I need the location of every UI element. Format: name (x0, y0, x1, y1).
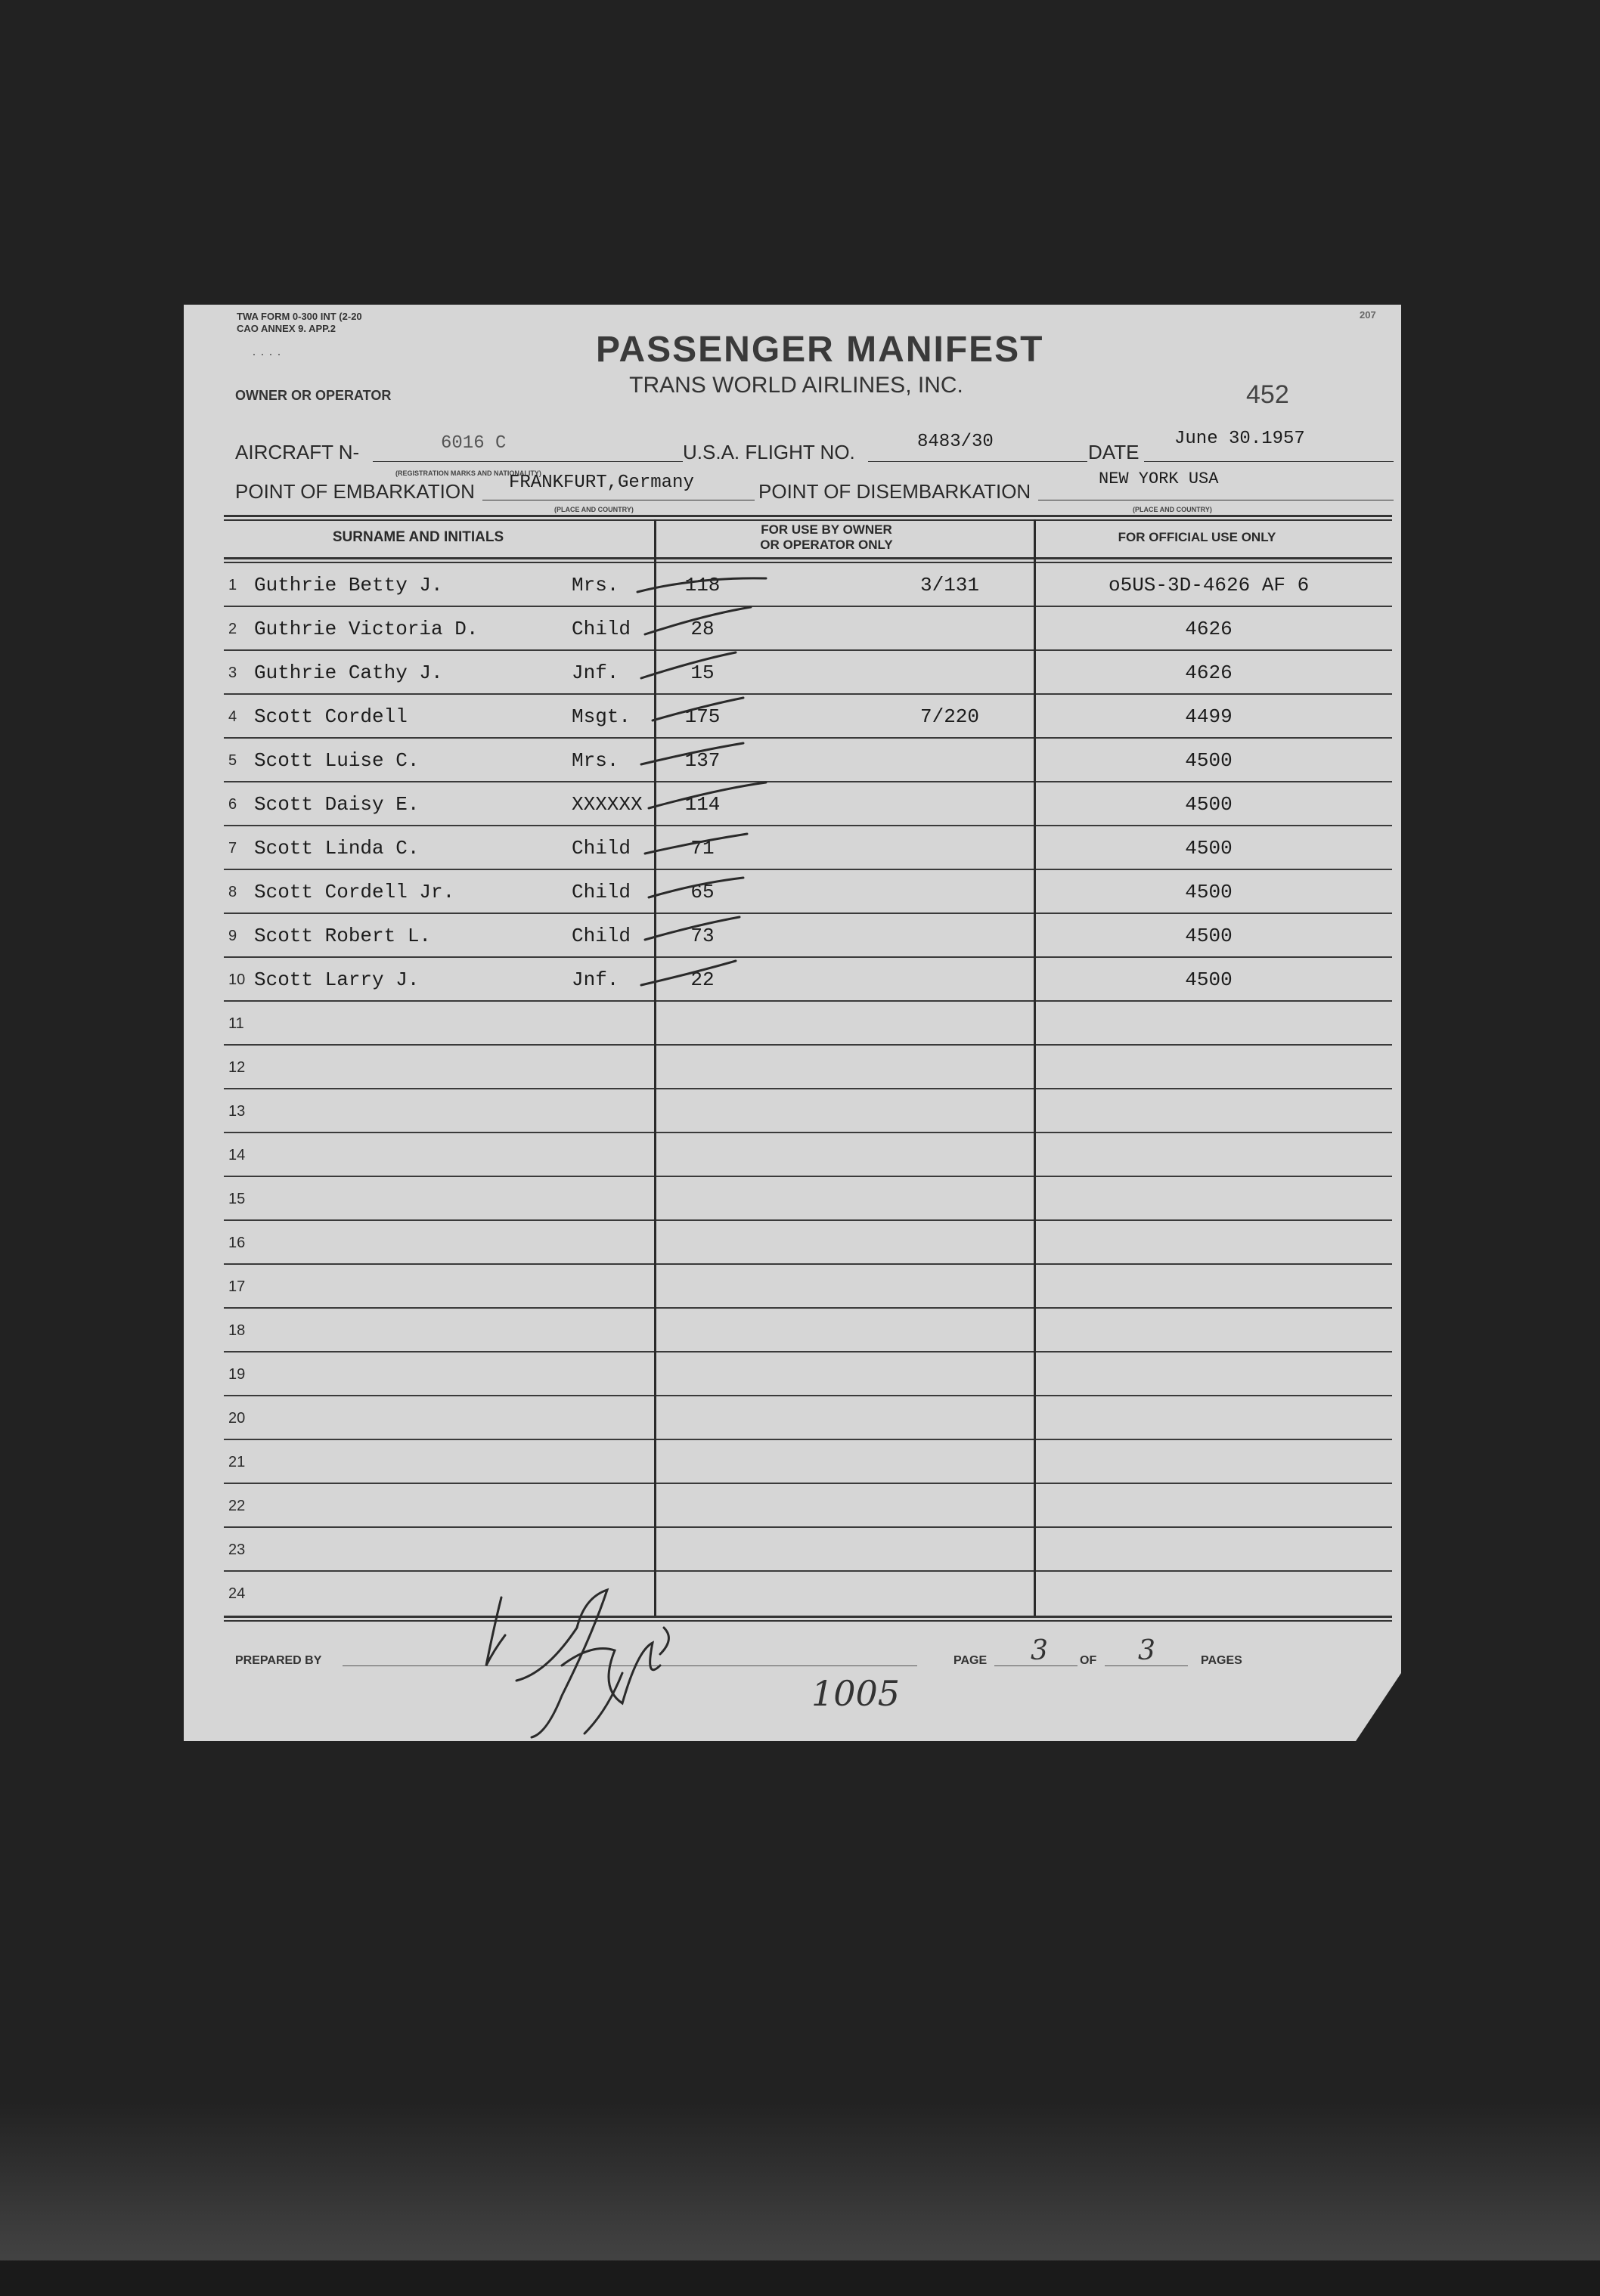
official-value: 4500 (1185, 968, 1233, 991)
manifest-sheet (184, 305, 1401, 1741)
table-row (224, 1177, 1392, 1221)
passenger-name: Scott Linda C. (254, 837, 420, 860)
row-number: 22 (228, 1498, 246, 1514)
passenger-title: Child (572, 618, 631, 640)
aircraft-label: AIRCRAFT N- (235, 441, 360, 463)
row-number: 24 (228, 1585, 246, 1602)
table-row (224, 1089, 1392, 1133)
sheet-number: 207 (1360, 309, 1376, 321)
passenger-title: Child (572, 881, 631, 903)
passenger-title: Msgt. (572, 705, 631, 728)
col-header-owner-line2: OR OPERATOR ONLY (760, 538, 893, 552)
row-number: 6 (228, 796, 237, 813)
airline-name: TRANS WORLD AIRLINES, INC. (629, 373, 963, 398)
table-row (224, 1046, 1392, 1089)
torn-corner (1356, 1673, 1401, 1741)
row-number: 12 (228, 1059, 246, 1076)
row-number: 13 (228, 1103, 246, 1120)
date-label: DATE (1088, 441, 1140, 463)
passenger-weight: 175 (684, 705, 721, 728)
disembarkation-caption: (PLACE AND COUNTRY) (1133, 506, 1212, 513)
row-number: 4 (228, 708, 237, 725)
table-row (224, 1484, 1392, 1528)
pages-label: PAGES (1201, 1654, 1242, 1667)
passenger-title: Jnf. (572, 968, 619, 991)
row-number: 18 (228, 1322, 246, 1339)
passenger-weight: 15 (690, 662, 715, 684)
manifest-number: 452 (1246, 380, 1289, 409)
col-header-surname: SURNAME AND INITIALS (332, 529, 504, 545)
passenger-name: Scott Larry J. (254, 968, 420, 991)
passenger-name: Scott Luise C. (254, 749, 420, 772)
form-number: TWA FORM 0-300 INT (2-20 (237, 311, 362, 322)
official-value: 4626 (1185, 662, 1233, 684)
flight-label: U.S.A. FLIGHT NO. (683, 441, 855, 463)
passenger-weight: 118 (684, 574, 721, 596)
official-value: 4500 (1185, 793, 1233, 816)
baggage-value: 3/131 (919, 574, 979, 596)
passenger-name: Guthrie Cathy J. (254, 662, 443, 684)
row-number: 3 (228, 665, 237, 681)
of-label: OF (1080, 1654, 1097, 1667)
owner-mark: · · · · (252, 346, 281, 361)
passenger-name: Guthrie Betty J. (254, 574, 443, 596)
row-number: 14 (228, 1147, 246, 1163)
row-number: 15 (228, 1191, 246, 1207)
table-row (224, 1221, 1392, 1265)
owner-operator-label: OWNER OR OPERATOR (235, 388, 392, 403)
of-value: 3 (1138, 1635, 1155, 1666)
disembarkation-value: NEW YORK USA (1099, 469, 1219, 488)
passenger-name: Scott Robert L. (254, 925, 432, 947)
passenger-title: XXXXXX (572, 793, 643, 816)
signature (471, 1582, 721, 1741)
background-bottom-bar (0, 2260, 1600, 2296)
passenger-name: Scott Cordell (254, 705, 408, 728)
page-label: PAGE (953, 1654, 988, 1667)
annex-label: CAO ANNEX 9. APP.2 (237, 323, 336, 334)
row-number: 20 (228, 1410, 246, 1427)
row-number: 7 (228, 840, 237, 857)
col-header-official: FOR OFFICIAL USE ONLY (1118, 530, 1276, 544)
passenger-weight: 65 (690, 881, 715, 903)
table-row (224, 1396, 1392, 1440)
passenger-weight: 22 (690, 968, 715, 991)
table-row (224, 1440, 1392, 1484)
handwritten-number: 1005 (811, 1673, 901, 1714)
passenger-weight: 114 (684, 793, 721, 816)
flight-number-value: 8483/30 (917, 432, 994, 452)
date-value: June 30.1957 (1174, 429, 1305, 449)
aircraft-caption: (REGISTRATION MARKS AND NATIONALITY) (395, 469, 541, 477)
baggage-value: 7/220 (919, 705, 979, 728)
embarkation-value: FRANKFURT,Germany (509, 473, 694, 493)
manifest-title: PASSENGER MANIFEST (596, 330, 1044, 370)
row-number: 17 (228, 1278, 246, 1295)
official-value: 4626 (1185, 618, 1233, 640)
official-value: 4499 (1185, 705, 1233, 728)
table-row (224, 1133, 1392, 1177)
official-value: 4500 (1185, 925, 1233, 947)
table-row (224, 1353, 1392, 1396)
row-number: 21 (228, 1454, 246, 1470)
official-value: 4500 (1185, 749, 1233, 772)
passenger-title: Child (572, 837, 631, 860)
table-row (224, 1265, 1392, 1309)
row-number: 23 (228, 1542, 246, 1558)
prepared-by-label: PREPARED BY (235, 1654, 322, 1667)
official-value: 4500 (1185, 837, 1233, 860)
table-row (224, 1528, 1392, 1572)
official-value: 4500 (1185, 881, 1233, 903)
row-number: 19 (228, 1366, 246, 1383)
passenger-name: Scott Cordell Jr. (254, 881, 455, 903)
embarkation-label: POINT OF EMBARKATION (235, 480, 475, 503)
passenger-name: Scott Daisy E. (254, 793, 420, 816)
passenger-weight: 137 (684, 749, 721, 772)
table-row (224, 1309, 1392, 1353)
row-number: 16 (228, 1235, 246, 1251)
passenger-title: Mrs. (572, 574, 619, 596)
embarkation-caption: (PLACE AND COUNTRY) (554, 506, 634, 513)
check-strokes (622, 562, 819, 1015)
page-value: 3 (1031, 1635, 1048, 1666)
table-row (224, 1572, 1392, 1616)
row-number: 11 (228, 1015, 244, 1032)
passenger-name: Guthrie Victoria D. (254, 618, 479, 640)
row-number: 9 (228, 928, 237, 944)
passenger-weight: 28 (690, 618, 715, 640)
passenger-weight: 71 (690, 837, 715, 860)
passenger-weight: 73 (690, 925, 715, 947)
passenger-title: Child (572, 925, 631, 947)
row-number: 1 (228, 577, 237, 593)
passenger-title: Mrs. (572, 749, 619, 772)
passenger-title: Jnf. (572, 662, 619, 684)
col-header-owner-line1: FOR USE BY OWNER (761, 522, 892, 537)
aircraft-value: 6016 C (441, 433, 507, 454)
row-number: 5 (228, 752, 237, 769)
row-number: 8 (228, 884, 237, 900)
row-number: 10 (228, 971, 246, 988)
row-number: 2 (228, 621, 237, 637)
official-value: o5US-3D-4626 AF 6 (1109, 574, 1310, 596)
disembarkation-label: POINT OF DISEMBARKATION (758, 480, 1031, 503)
